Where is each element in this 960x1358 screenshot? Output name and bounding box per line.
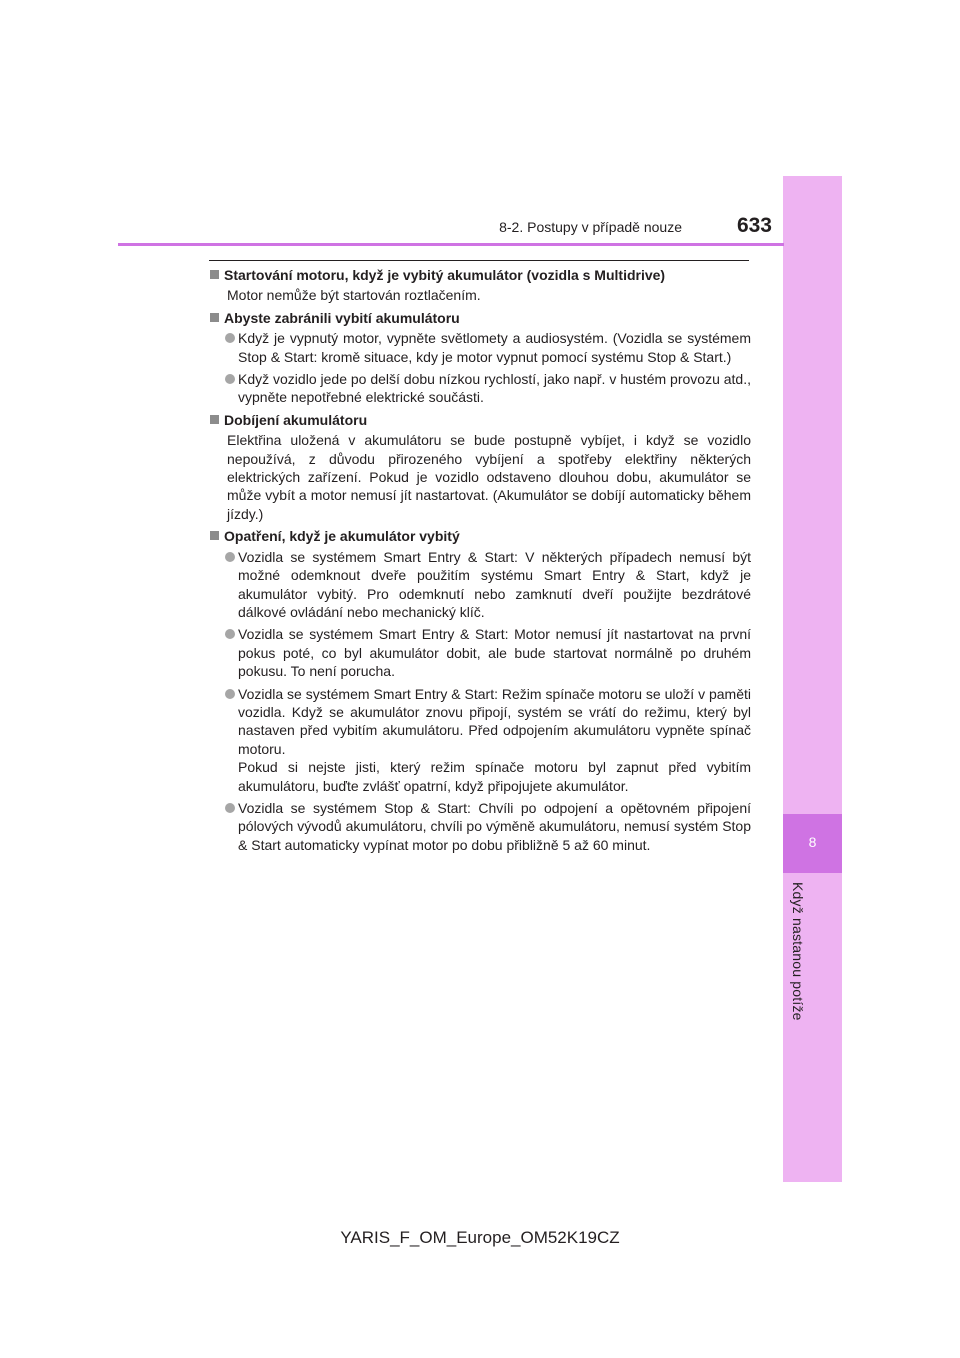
content-top-rule <box>209 260 749 261</box>
square-bullet-icon <box>210 415 219 424</box>
bullet-text: Vozidla se systémem Smart Entry & Start: Motor nemusí jít nastartovat na první pokus poté, co byl akumulátor dobit, ale bude startovat normálně po druhém pokusu. To není porucha. <box>238 626 751 680</box>
header-section-title: 8-2. Postupy v případě nouze <box>499 219 682 235</box>
circle-bullet-icon <box>225 333 235 343</box>
bullet-item <box>209 685 751 795</box>
bullet-item <box>209 370 751 407</box>
square-bullet-icon <box>210 531 219 540</box>
section-heading <box>209 309 751 327</box>
chapter-tab: 8 <box>783 814 842 873</box>
header-rule <box>118 243 784 246</box>
section-title: Dobíjení akumulátoru <box>224 411 368 428</box>
chapter-title-vertical: Když nastanou potíže <box>790 882 806 1021</box>
bullet-text: Vozidla se systémem Stop & Start: Chvíli po odpojení a opětovném připojení pólových vývodů akumulátoru, chvíli po výměně akumulátoru, nemusí systém Stop & Start automaticky vypínat motor po dobu přibližně 5 až 60 minut. <box>238 799 751 853</box>
bullet-item <box>209 625 751 680</box>
bullet-item <box>209 799 751 854</box>
bullet-text: Vozidla se systémem Smart Entry & Start: Režim spínače motoru se uloží v paměti vozidla. Když se akumulátor znovu připojí, systém se vrátí do režimu, který byl nastaven před vybitím akumulátoru. Před odpojením akumulátoru vypněte spínač motoru. <box>238 685 751 757</box>
section-heading <box>209 266 751 284</box>
section-paragraph: Motor nemůže být startován roztlačením. <box>227 287 481 304</box>
section-title: Startování motoru, když je vybitý akumulátor (vozidla s Multidrive) <box>224 267 666 283</box>
bullet-item <box>209 548 751 622</box>
section-heading <box>209 527 751 545</box>
page-number: 633 <box>736 214 772 237</box>
page-content <box>209 266 751 858</box>
square-bullet-icon <box>210 270 219 279</box>
section-paragraph: Elektřina uložená v akumulátoru se bude postupně vybíjet, i když se vozidlo nepoužívá, z důvodu přirozeného vybíjení a spotřeby elektřiny některých elektrických zařízení. Pokud je vozidlo odstaveno dlouhou dobu, akumulátor se může vybít a motor nemusí jít nastartovat. (Akumulátor se dobíjí automaticky během jízdy.) <box>227 432 751 522</box>
circle-bullet-icon <box>225 374 235 384</box>
bullet-note: Pokud si nejste jisti, který režim spínače motoru byl zapnut před vybitím akumulátoru, buďte zvlášť opatrní, když připojujete akumulátor. <box>238 759 751 794</box>
section-title: Abyste zabránili vybití akumulátoru <box>224 309 460 326</box>
circle-bullet-icon <box>225 629 235 639</box>
circle-bullet-icon <box>225 803 235 813</box>
square-bullet-icon <box>210 313 219 322</box>
bullet-item <box>209 329 751 366</box>
section-title: Opatření, když je akumulátor vybitý <box>224 528 460 545</box>
bullet-text: Vozidla se systémem Smart Entry & Start: V některých případech nemusí být možné odemknout dveře použitím systému Smart Entry & Start, když je akumulátor vybitý. Pro odemknutí nebo zamknutí dveří použijte bezdrátové dálkové ovládání nebo mechanický klíč. <box>238 548 751 620</box>
bullet-text: Když je vypnutý motor, vypněte světlomety a audiosystém. (Vozidla se systémem Stop & Start: kromě situace, kdy je motor vypnut pomocí systému Stop & Start.) <box>238 330 751 365</box>
circle-bullet-icon <box>225 689 235 699</box>
section-heading <box>209 411 751 429</box>
side-band <box>783 176 842 1182</box>
bullet-text: Když vozidlo jede po delší dobu nízkou rychlostí, jako např. v hustém provozu atd., vypněte nepotřebné elektrické součásti. <box>238 371 751 406</box>
footer-document-code: YARIS_F_OM_Europe_OM52K19CZ <box>340 1228 620 1247</box>
circle-bullet-icon <box>225 552 235 562</box>
